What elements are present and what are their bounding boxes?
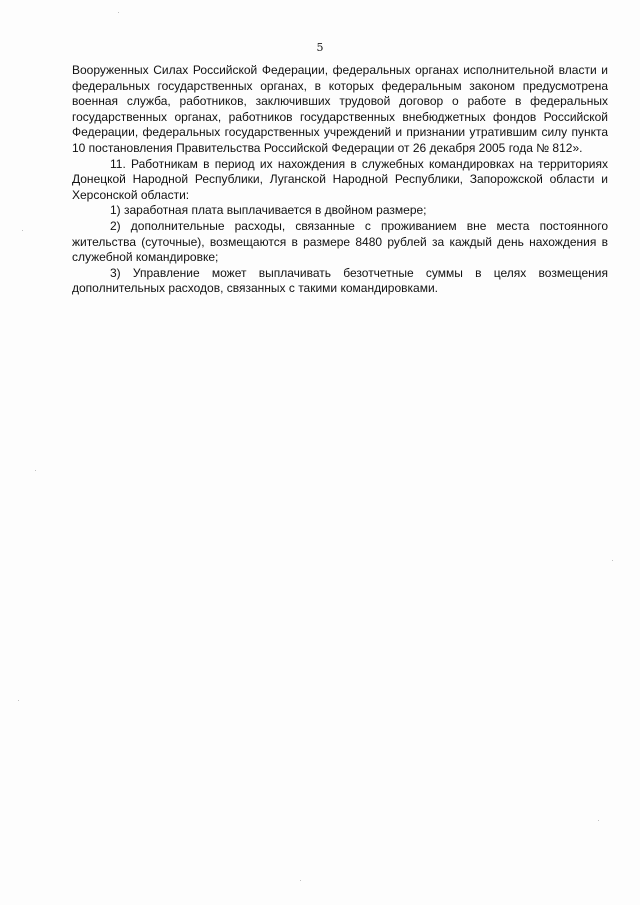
paragraph-item-11-1: 1) заработная плата выплачивается в двойном размере; [110,203,427,218]
paragraph-item-11: 11. Работникам в период их нахождения в служебных командировках на территориях Донецкой Народной Республики, Луганской Народной Республики, Запорожской области и Херсонской области: [72,156,608,202]
paragraph-item-11-2: 2) дополнительные расходы, связанные с проживанием вне места постоянного жительства (суточные), возмещаются в размере 8480 рублей за каждый день нахождения в служебной командировке; [72,218,608,265]
document-body [72,63,608,297]
page-number: 5 [316,41,324,54]
paragraph-item-11-3: 3) Управление может выплачивать безотчетные суммы в целях возмещения дополнительных расходов, связанных с такими командировками. [72,265,608,296]
scan-speck [612,560,613,561]
scan-speck [35,470,36,471]
scan-speck [598,820,599,821]
scan-speck [18,700,19,701]
scan-speck [22,230,23,231]
scan-speck [300,880,301,881]
scan-speck [118,12,119,13]
paragraph-continuation: Вооруженных Силах Российской Федерации, федеральных органах исполнительной власти и федеральных государственных органах, в которых федеральным законом предусмотрена военная служба, работников, заключивших трудовой договор о работе в федеральных государственных органах, работников государственных внебюджетных фондов Российской Федерации, федеральных государственных учреждений и признании утратившим силу пункта 10 постановления Правительства Российской Федерации от 26 декабря 2005 года № 812». [72,63,608,155]
